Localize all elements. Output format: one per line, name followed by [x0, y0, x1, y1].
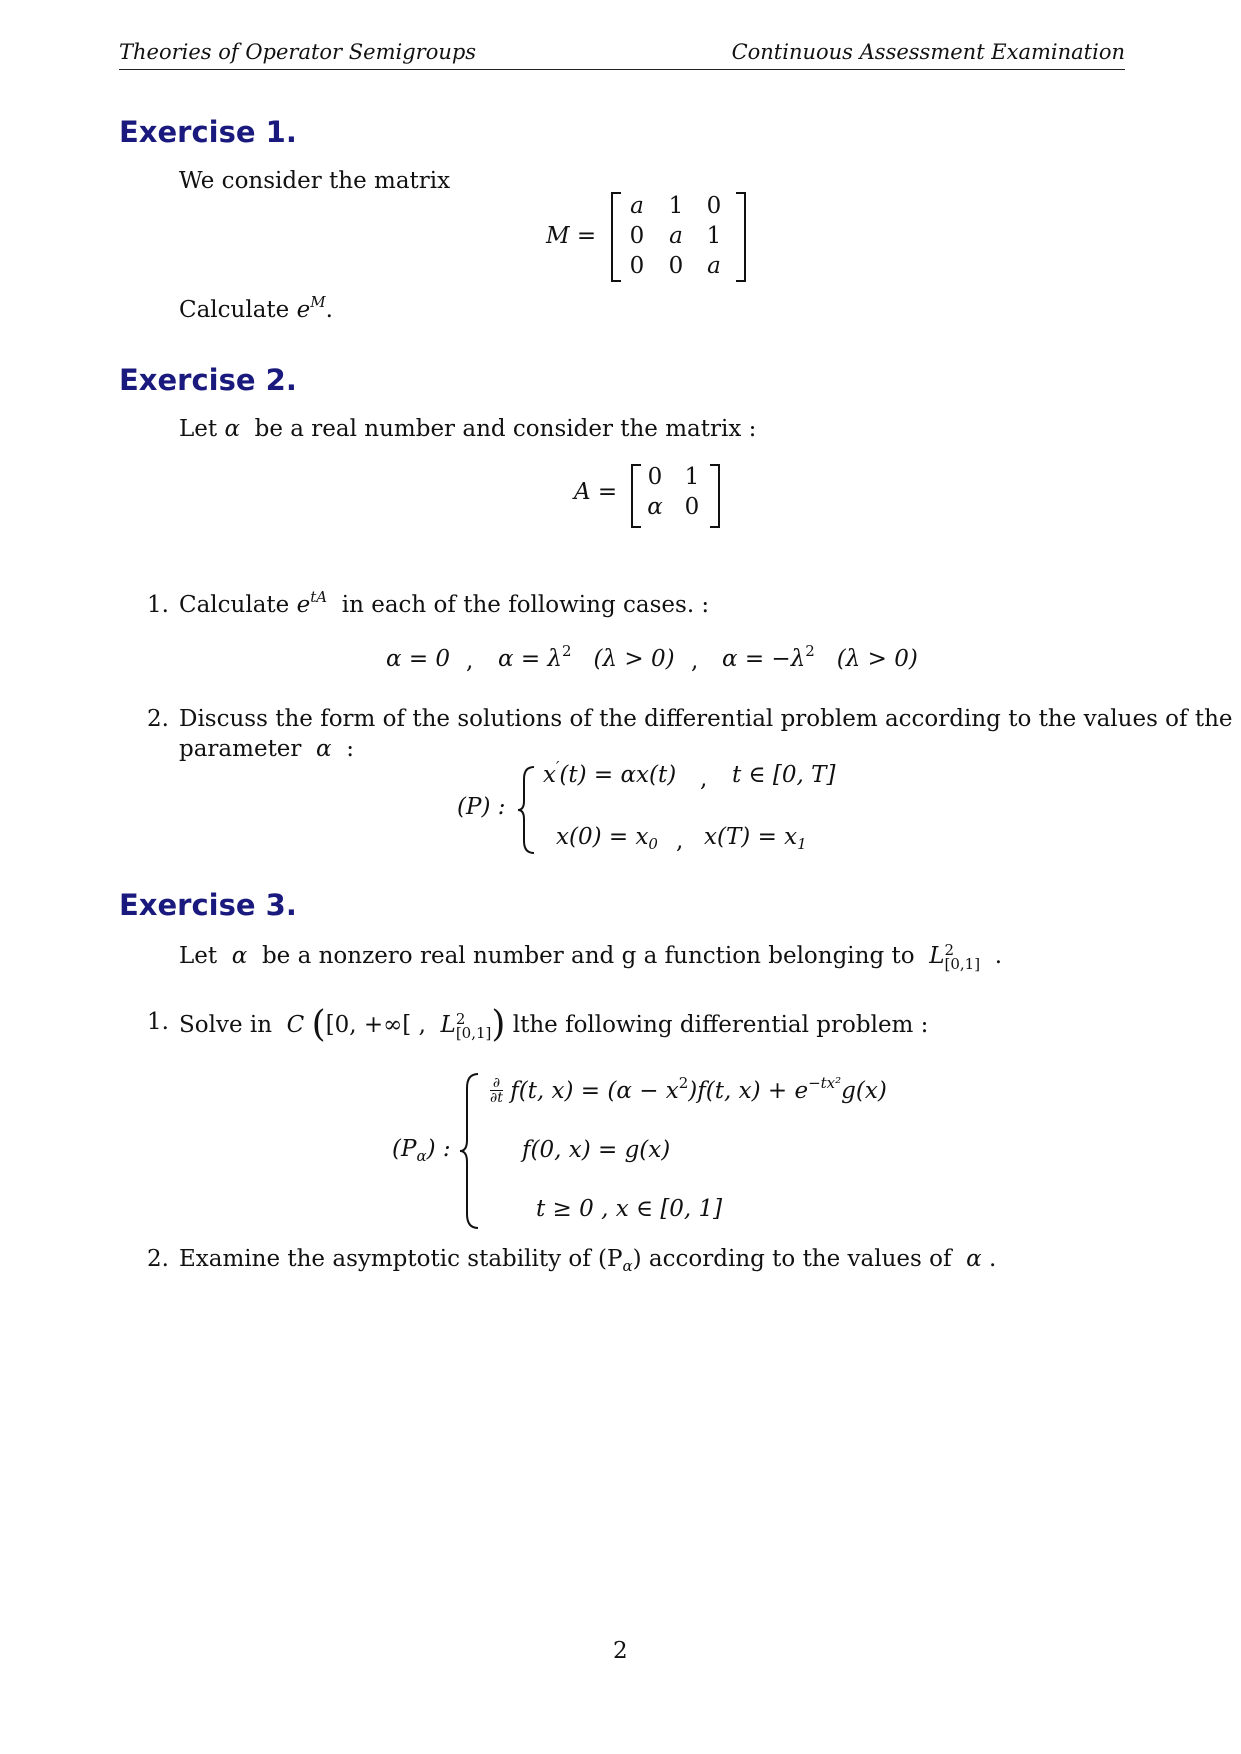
pa-label-pre: (P — [392, 1136, 417, 1162]
eq2-b-sub: 1 — [797, 835, 807, 853]
eq1-a: x — [543, 762, 556, 788]
matrix-m-cell: 0 — [629, 253, 645, 279]
matrix-a-right-bracket — [710, 464, 720, 528]
q1-post: in each of the following cases. : — [341, 592, 710, 618]
intro-pre: Let — [179, 943, 218, 969]
exercise-2-title: Exercise 2. — [119, 363, 297, 397]
exercise-2-q2-line1: Discuss the form of the solutions of the differential problem according to the values of the — [179, 706, 1233, 732]
q2-pre: Examine the asymptotic stability of (P — [179, 1246, 623, 1272]
q2-mid: ) according to the values of — [632, 1246, 952, 1272]
exercise-3-q2-number: 2. — [147, 1246, 169, 1272]
q1-interval: [0, +∞[ , — [325, 1012, 426, 1038]
q1-space-l: L — [440, 1012, 456, 1038]
matrix-m-cell: 0 — [668, 253, 684, 279]
q1-pre: Calculate — [179, 592, 290, 618]
case-separator: , — [691, 648, 699, 674]
matrix-m-cell: 1 — [706, 223, 722, 249]
space-l: L — [929, 943, 945, 969]
problem-pa-brace — [458, 1072, 482, 1230]
q2-var: α — [966, 1246, 982, 1272]
page-number: 2 — [613, 1638, 628, 1664]
case-2-eq: α = λ — [498, 646, 563, 672]
eq1-separator: , — [700, 766, 708, 792]
q2-post: : — [346, 736, 354, 762]
case-2-exp: 2 — [562, 642, 572, 660]
intro-var: α — [224, 416, 240, 442]
peq1-c: g(x) — [841, 1078, 887, 1104]
matrix-a-cell: α — [647, 494, 663, 520]
matrix-a-cell: 0 — [684, 494, 700, 520]
eq2-b: x(T) = x — [704, 824, 798, 850]
eq1-prime: ′ — [555, 758, 560, 776]
matrix-a-label: A = — [574, 479, 618, 505]
case-3-cond: (λ > 0) — [836, 646, 918, 672]
q1-space-sup: 2 — [455, 1010, 466, 1028]
case-1: α = 0 — [386, 646, 451, 672]
q1-pre: Solve in — [179, 1012, 273, 1038]
exercise-1-intro: We consider the matrix — [179, 168, 451, 194]
exercise-2-q1-number: 1. — [147, 592, 169, 618]
space-sub: [0,1] — [944, 955, 981, 973]
matrix-m-cell: a — [707, 253, 721, 279]
q1-base: e — [296, 592, 311, 618]
calc-expr-base: e — [296, 297, 311, 323]
peq1-den: ∂t — [490, 1090, 503, 1106]
intro-post: be a nonzero real number and g a function belonging to — [261, 943, 915, 969]
space-sup: 2 — [944, 941, 955, 959]
case-separator: , — [466, 648, 474, 674]
problem-p-eq2-b — [704, 824, 807, 853]
q2-tail: . — [989, 1246, 997, 1272]
exercise-2-q2-number: 2. — [147, 706, 169, 732]
matrix-m-right-bracket — [736, 192, 746, 282]
problem-p-brace — [516, 765, 538, 855]
exercise-3-intro — [179, 943, 1002, 971]
case-3 — [722, 642, 918, 672]
problem-pa-eq1 — [490, 1076, 887, 1105]
exercise-3-q1 — [179, 1004, 928, 1045]
matrix-m-cell: 1 — [668, 193, 684, 219]
q1-post: lthe following differential problem : — [512, 1012, 929, 1038]
q2-var: α — [316, 736, 332, 762]
exercise-1-question — [179, 293, 333, 323]
q1-sup: tA — [310, 588, 328, 606]
calc-expr-sup: M — [310, 293, 326, 311]
exercise-2-q2-line2 — [179, 736, 354, 762]
problem-p-label: (P) : — [457, 794, 506, 820]
exercise-3-q2 — [179, 1246, 997, 1275]
intro-pre: Let — [179, 416, 218, 442]
matrix-a-cell: 1 — [684, 464, 700, 490]
calc-tail: . — [325, 297, 333, 323]
peq1-a: f(t, x) = (α − x — [510, 1078, 679, 1104]
matrix-m-label: M = — [546, 223, 597, 249]
case-2-cond: (λ > 0) — [593, 646, 675, 672]
header-rule — [119, 69, 1125, 70]
exercise-3-q1-number: 1. — [147, 1009, 169, 1035]
intro-post: be a real number and consider the matrix : — [254, 416, 757, 442]
header-left: Theories of Operator Semigroups — [119, 40, 477, 64]
exercise-3-title: Exercise 3. — [119, 888, 297, 922]
exercise-2-q1 — [179, 588, 710, 618]
peq1-num: ∂ — [490, 1076, 503, 1091]
problem-pa-eq3: t ≥ 0 , x ∈ [0, 1] — [536, 1196, 723, 1222]
peq1-sq: 2 — [678, 1074, 689, 1092]
problem-p-eq1 — [543, 758, 677, 788]
case-2 — [498, 642, 675, 672]
intro-tail: . — [994, 943, 1003, 969]
peq1-b: )f(t, x) + e — [688, 1078, 809, 1104]
eq1-b: (t) = αx(t) — [559, 762, 677, 788]
q1-space-sub: [0,1] — [455, 1024, 492, 1042]
problem-pa-eq2: f(0, x) = g(x) — [522, 1137, 671, 1163]
intro-var: α — [231, 943, 248, 969]
peq1-exp: −tx² — [808, 1074, 842, 1092]
exercise-2-intro — [179, 416, 756, 442]
matrix-m-cell: a — [630, 193, 644, 219]
q1-close: ) — [491, 1004, 506, 1045]
matrix-m-cell: a — [669, 223, 683, 249]
q1-c: C — [286, 1012, 305, 1038]
eq2-a: x(0) = x — [556, 824, 649, 850]
header-right: Continuous Assessment Examination — [731, 40, 1125, 64]
matrix-a-cell: 0 — [647, 464, 663, 490]
problem-p-eq2-a — [556, 824, 658, 853]
pa-label-post: ) : — [426, 1136, 451, 1162]
exercise-1-title: Exercise 1. — [119, 115, 297, 149]
pa-label-sub: α — [416, 1147, 427, 1165]
q2-pre: parameter — [179, 736, 302, 762]
q1-open: ( — [311, 1004, 326, 1045]
problem-p-eq1-domain: t ∈ [0, T] — [732, 762, 836, 788]
q2-sub: α — [622, 1257, 633, 1275]
eq2-separator: , — [676, 828, 684, 854]
matrix-m-cell: 0 — [706, 193, 722, 219]
eq2-a-sub: 0 — [648, 835, 658, 853]
matrix-m-cell: 0 — [629, 223, 645, 249]
problem-pa-label — [392, 1136, 451, 1165]
case-3-exp: 2 — [805, 642, 815, 660]
case-3-eq: α = −λ — [722, 646, 806, 672]
calc-text: Calculate — [179, 297, 290, 323]
